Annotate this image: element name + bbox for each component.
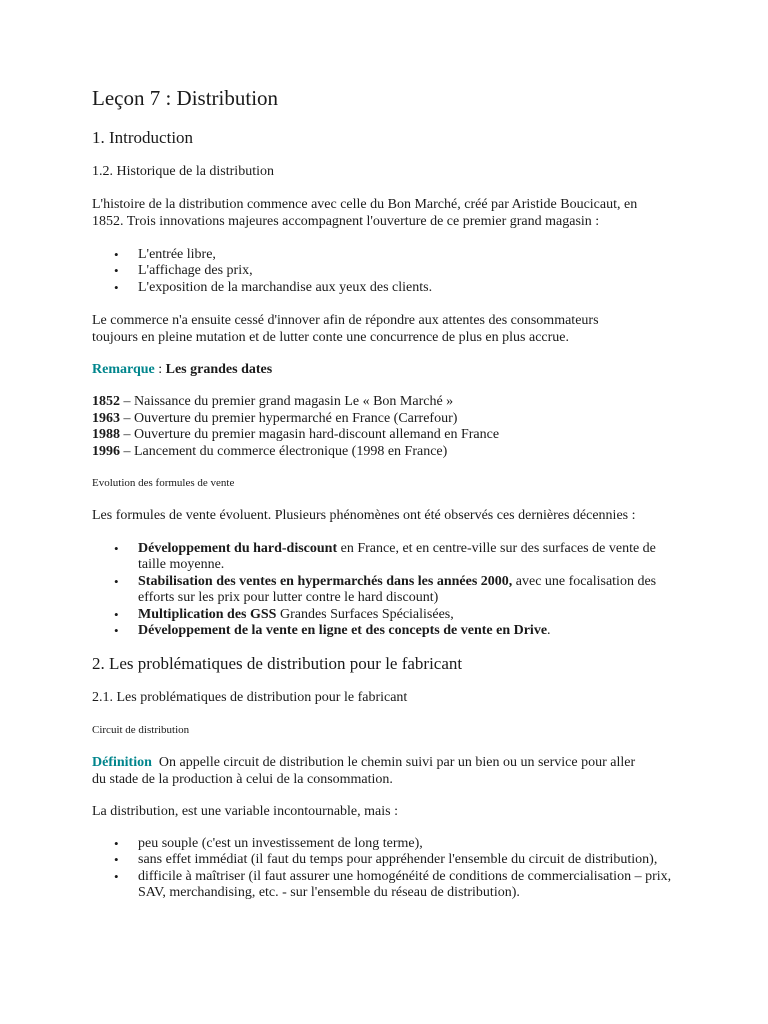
date-text: – Ouverture du premier magasin hard-discount allemand en France [120,427,500,442]
list-item: • peu souple (c'est un investissement de long terme), [92,836,682,852]
list-item-text: . [547,623,551,639]
list-item-text: en France, et en centre-ville sur des surfaces de vente de taille moyenne. [138,541,656,573]
commerce-paragraph [92,313,682,346]
remarque-label: Remarque [92,362,155,377]
remarque-title: Les grandes dates [165,362,273,377]
historique-line-2: 1852. Trois innovations majeures accompagnent l'ouverture de ce premier grand magasin : [92,213,600,229]
variable-paragraph: La distribution, est une variable incontournable, mais : [92,804,398,819]
list-item-text: Grandes Surfaces Spécialisées, [276,606,454,622]
remarque-line [92,362,272,379]
section-heading-problematiques: 2. Les problématiques de distribution pour le fabricant [92,654,463,673]
date-year: 1963 [92,410,120,426]
date-year: 1852 [92,394,120,409]
date-year: 1988 [92,427,120,442]
commerce-line-1: Le commerce n'a ensuite cessé d'innover afin de répondre aux attentes des consommateurs [92,313,599,328]
date-text: – Ouverture du premier hypermarché en France (Carrefour) [120,410,458,426]
definition-line-1 [92,755,682,772]
caracteristiques-list [92,836,682,902]
commerce-line-2: toujours en pleine mutation et de lutter conte une concurrence de plus en plus accrue. [92,329,569,345]
historique-line-1: L'histoire de la distribution commence avec celle du Bon Marché, créé par Aristide Boucicaut, en [92,197,638,212]
list-item: • L'exposition de la marchandise aux yeux des clients. [92,280,682,296]
remarque-separator: : [154,362,166,377]
evolution-heading: Evolution des formules de vente [92,477,235,489]
phenomenes-list [92,541,682,639]
historique-paragraph [92,197,682,230]
date-text: – Naissance du premier grand magasin Le « Bon Marché » [120,394,454,409]
definition-line-2: du stade de la production à celui de la consommation. [92,771,393,787]
date-row [92,444,682,461]
dates-list [92,394,682,460]
list-item: • L'affichage des prix, [92,263,682,279]
list-item: • difficile à maîtriser (il faut assurer une homogénéité de conditions de commercialisation – prix, SAV, merchandising, etc. - sur l'ensemble du réseau de distribution). [92,869,682,902]
date-row [92,411,682,428]
list-item [92,623,682,639]
innovations-list [92,247,682,296]
list-item: • sans effet immédiat (il faut du temps pour appréhender l'ensemble du circuit de distribution), [92,852,682,868]
list-item-bold: Développement de la vente en ligne et des concepts de vente en Drive [138,623,548,639]
circuit-heading: Circuit de distribution [92,724,190,736]
date-row [92,427,682,444]
date-text: – Lancement du commerce électronique (1998 en France) [120,443,448,459]
list-item: • L'entrée libre, [92,247,682,263]
list-item [92,541,682,574]
definition-label: Définition [92,755,152,770]
list-item [92,574,682,607]
page-title: Leçon 7 : Distribution [92,86,279,110]
evolution-paragraph: Les formules de vente évoluent. Plusieurs phénomènes ont été observés ces dernières décennies : [92,508,636,523]
list-item-bold: Multiplication des GSS [138,606,277,622]
date-row [92,394,682,411]
section-heading-introduction: 1. Introduction [92,128,194,147]
subsection-heading-historique: 1.2. Historique de la distribution [92,164,274,179]
list-item-text: avec une focalisation des efforts sur les prix pour lutter contre le hard discount) [138,573,657,606]
date-year: 1996 [92,443,120,459]
list-item-bold: Développement du hard-discount [138,541,338,556]
definition-text: On appelle circuit de distribution le chemin suivi par un bien ou un service pour aller [151,755,636,770]
list-item [92,607,682,623]
list-item-bold: Stabilisation des ventes en hypermarchés dans les années 2000, [138,573,513,589]
subsection-heading-problematiques: 2.1. Les problématiques de distribution pour le fabricant [92,690,408,705]
definition-paragraph [92,755,682,788]
